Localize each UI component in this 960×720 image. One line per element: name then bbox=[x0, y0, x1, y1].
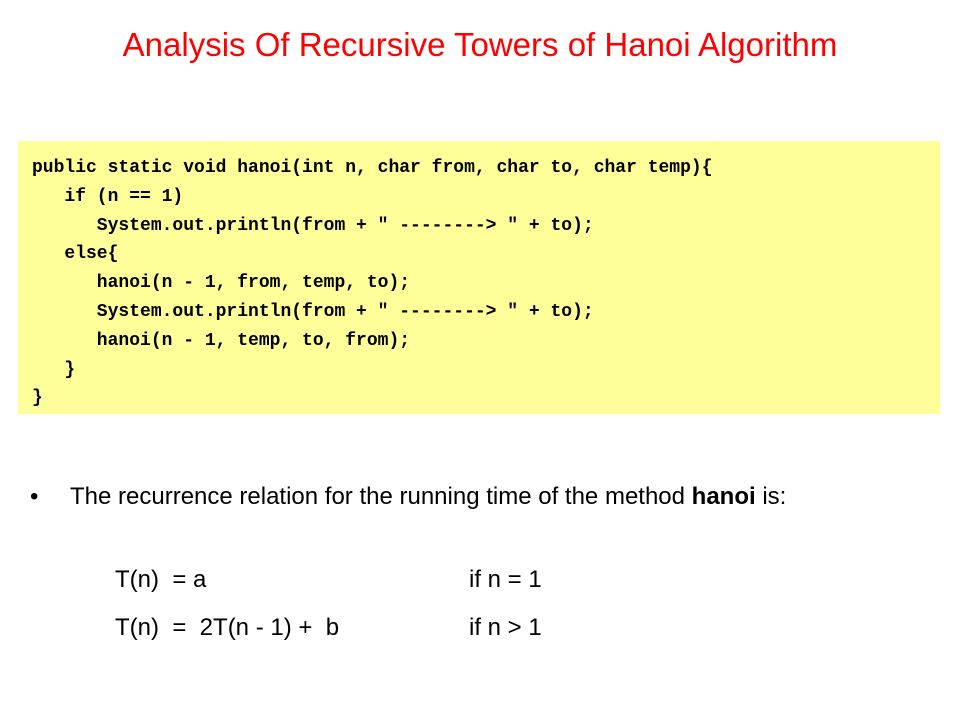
code-block bbox=[18, 141, 940, 414]
bullet-list bbox=[30, 480, 930, 514]
bullet-bold-word: hanoi bbox=[691, 483, 756, 510]
slide-title: Analysis Of Recursive Towers of Hanoi Algorithm bbox=[122, 26, 838, 63]
code-line: if (n == 1) bbox=[32, 186, 184, 207]
code-line: public static void hanoi(int n, char from, char to, char temp){ bbox=[32, 158, 713, 178]
bullet-marker: • bbox=[30, 483, 39, 510]
code-line: System.out.println(from + " --------> " + to); bbox=[32, 215, 594, 236]
code-line: System.out.println(from + " --------> " + to); bbox=[32, 301, 594, 322]
code-line: } bbox=[32, 359, 76, 380]
recurrence-lhs-recursive: T(n) = 2T(n - 1) + b bbox=[115, 614, 340, 641]
code-line: hanoi(n - 1, temp, to, from); bbox=[32, 330, 411, 351]
code-line: else{ bbox=[32, 244, 119, 265]
bullet-item bbox=[30, 480, 930, 514]
code-line: } bbox=[32, 388, 43, 409]
recurrence-condition-base: if n = 1 bbox=[469, 566, 542, 593]
bullet-text-after: is: bbox=[755, 483, 787, 510]
recurrence-condition-recursive: if n > 1 bbox=[469, 614, 542, 641]
code-line: hanoi(n - 1, from, temp, to); bbox=[32, 273, 411, 294]
bullet-text-before: The recurrence relation for the running time of the method bbox=[70, 483, 692, 510]
recurrence-lhs-base: T(n) = a bbox=[115, 566, 207, 593]
